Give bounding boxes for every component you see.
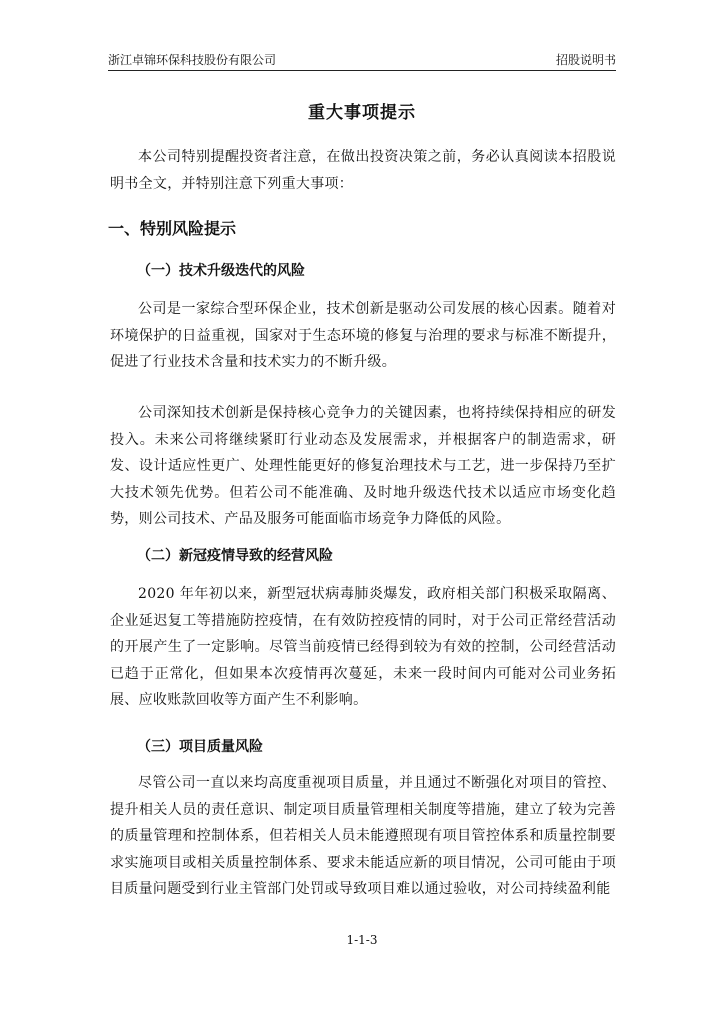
section-heading-special-risks: 一、特别风险提示 — [108, 219, 237, 238]
technology-risk-paragraph-1: 公司是一家综合型环保企业，技术创新是驱动公司发展的核心因素。随着对环境保护的日益重视，国家对于生态环境的修复与治理的要求与标准不断提升，促进了行业技术含量和技术实力的不断升级。 — [110, 301, 616, 370]
technology-risk-paragraph-2: 公司深知技术创新是保持核心竞争力的关键因素，也将持续保持相应的研发投入。未来公司将继续紧盯行业动态及发展需求，并根据客户的制造需求，研发、设计适应性更广、处理性能更好的修复治理技术与工艺，进一步保持乃至扩大技术领先优势。但若公司不能准确、及时地升级迭代技术以适应市场变化趋势，则公司技术、产品及服务可能面临市场竞争力降低的风险。 — [110, 405, 616, 527]
subsection-heading-project-quality-risk: （三）项目质量风险 — [137, 739, 263, 755]
covid-risk-paragraph: 2020 年年初以来，新型冠状病毒肺炎爆发，政府相关部门积极采取隔离、企业延迟复工等措施防控疫情，在有效防控疫情的同时，对于公司正常经营活动的开展产生了一定影响。尽管当前疫情已经得到较为有效的控制，公司经营活动已趋于正常化，但如果本次疫情再次蔓延，未来一段时间内可能对公司业务拓展、应收账款回收等方面产生不利影响。 — [110, 586, 616, 708]
project-quality-risk-paragraph: 尽管公司一直以来均高度重视项目质量，并且通过不断强化对项目的管控、提升相关人员的责任意识、制定项目质量管理相关制度等措施，建立了较为完善的质量管理和控制体系，但若相关人员未能遵照现有项目管控体系和质量控制要求实施项目或相关质量控制体系、要求未能适应新的项目情况，公司可能由于项目质量问题受到行业主管部门处罚或导致项目难以通过验收，对公司持续盈利能 — [110, 775, 616, 897]
header-divider — [108, 70, 616, 71]
page-header — [108, 50, 616, 70]
subsection-heading-covid-risk: （二）新冠疫情导致的经营风险 — [137, 548, 333, 564]
page-title: 重大事项提示 — [308, 103, 416, 123]
header-document-type: 招股说明书 — [555, 53, 616, 67]
header-company-name: 浙江卓锦环保科技股份有限公司 — [108, 53, 277, 67]
intro-paragraph: 本公司特别提醒投资者注意，在做出投资决策之前，务必认真阅读本招股说明书全文，并特别注意下列重大事项： — [110, 149, 616, 192]
page-number: 1-1-3 — [346, 933, 378, 947]
subsection-heading-technology-risk: （一）技术升级迭代的风险 — [137, 263, 305, 279]
